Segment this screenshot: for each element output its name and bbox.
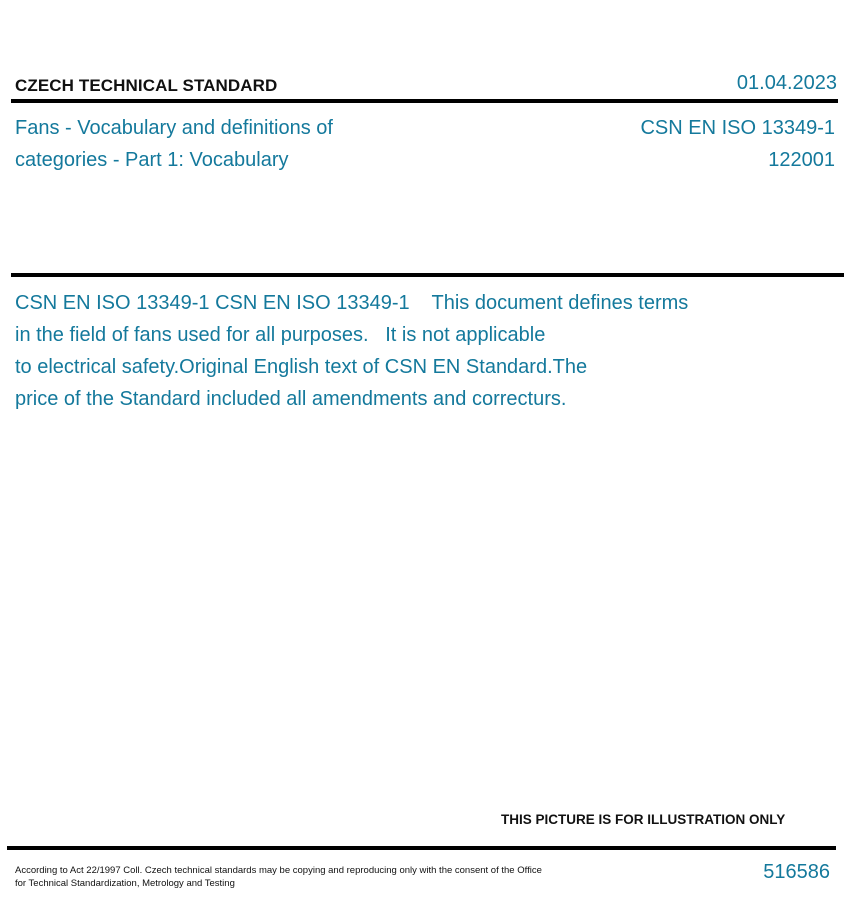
legal-notice-line-1: According to Act 22/1997 Coll. Czech technical standards may be copying and reproducing only with the consent of the Office bbox=[15, 865, 542, 876]
document-type-heading: CZECH TECHNICAL STANDARD bbox=[15, 76, 278, 95]
standard-title-line-1: Fans - Vocabulary and definitions of bbox=[15, 117, 333, 139]
standard-title-line-2: categories - Part 1: Vocabulary bbox=[15, 149, 289, 171]
description-line-1: CSN EN ISO 13349-1 CSN EN ISO 13349-1 This document defines terms bbox=[15, 292, 689, 314]
publication-date: 01.04.2023 bbox=[736, 72, 837, 94]
illustration-disclaimer: THIS PICTURE IS FOR ILLUSTRATION ONLY bbox=[501, 812, 786, 827]
description-line-4: price of the Standard included all amendments and correcturs. bbox=[15, 388, 567, 410]
classification-number: 122001 bbox=[768, 149, 835, 171]
header-divider bbox=[11, 99, 838, 103]
description-line-2: in the field of fans used for all purposes. It is not applicable bbox=[15, 324, 546, 346]
footer-divider bbox=[7, 846, 836, 850]
legal-notice-line-2: for Technical Standardization, Metrology and Testing bbox=[15, 878, 235, 889]
standard-code: CSN EN ISO 13349-1 bbox=[640, 117, 835, 139]
section-divider bbox=[11, 273, 844, 277]
description-line-3: to electrical safety.Original English text of CSN EN Standard.The bbox=[15, 356, 588, 378]
document-number: 516586 bbox=[763, 861, 830, 883]
